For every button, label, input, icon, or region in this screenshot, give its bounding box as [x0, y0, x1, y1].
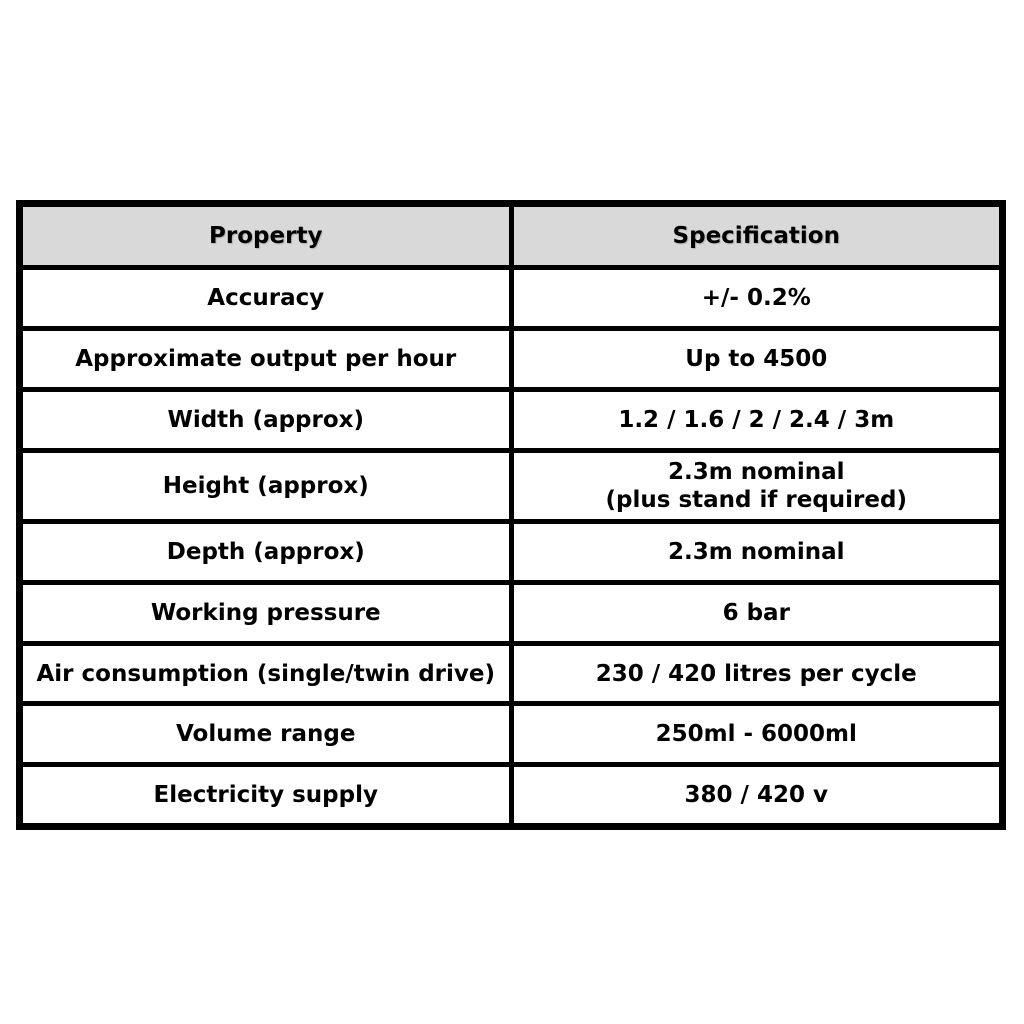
specification-line: 380 / 420 v: [684, 782, 828, 809]
table-row: [23, 453, 999, 520]
specification-line: 250ml - 6000ml: [655, 721, 857, 748]
property-cell: Approximate output per hour: [23, 331, 509, 387]
specification-line: Up to 4500: [685, 345, 828, 372]
specification-cell: [514, 646, 1000, 701]
table-row: [23, 767, 999, 823]
table-row: [23, 706, 999, 762]
specification-line: +/- 0.2%: [701, 284, 811, 311]
spec-table-frame: [16, 200, 1006, 830]
specification-line: 2.3m nominal: [667, 539, 845, 566]
property-cell: Working pressure: [23, 585, 509, 641]
specification-cell: [514, 585, 1000, 641]
property-cell: Height (approx): [23, 453, 509, 520]
property-cell: Width (approx): [23, 392, 509, 448]
header-row: [23, 207, 999, 265]
specification-cell: [514, 524, 1000, 580]
header-property: Property: [23, 207, 509, 265]
table-row: [23, 392, 999, 448]
specification-cell: [514, 453, 1000, 520]
table-row: [23, 585, 999, 641]
table-row: [23, 270, 999, 326]
specification-cell: [514, 270, 1000, 326]
specification-line: 230 / 420 litres per cycle: [595, 660, 917, 687]
table-row: [23, 524, 999, 580]
property-cell: Depth (approx): [23, 524, 509, 580]
property-cell: Electricity supply: [23, 767, 509, 823]
specification-cell: [514, 392, 1000, 448]
property-cell: Air consumption (single/twin drive): [23, 646, 509, 701]
specification-line: 2.3m nominal: [667, 459, 845, 486]
specification-cell: [514, 331, 1000, 387]
table-row: [23, 646, 999, 701]
specification-line: (plus stand if required): [605, 487, 907, 514]
specification-line: 6 bar: [722, 600, 790, 627]
specification-cell: [514, 706, 1000, 762]
specification-cell: [514, 767, 1000, 823]
header-specification: Specification: [514, 207, 1000, 265]
specification-line: 1.2 / 1.6 / 2 / 2.4 / 3m: [618, 406, 895, 433]
property-cell: Accuracy: [23, 270, 509, 326]
property-cell: Volume range: [23, 706, 509, 762]
table-row: [23, 331, 999, 387]
spec-table: [18, 202, 1004, 828]
